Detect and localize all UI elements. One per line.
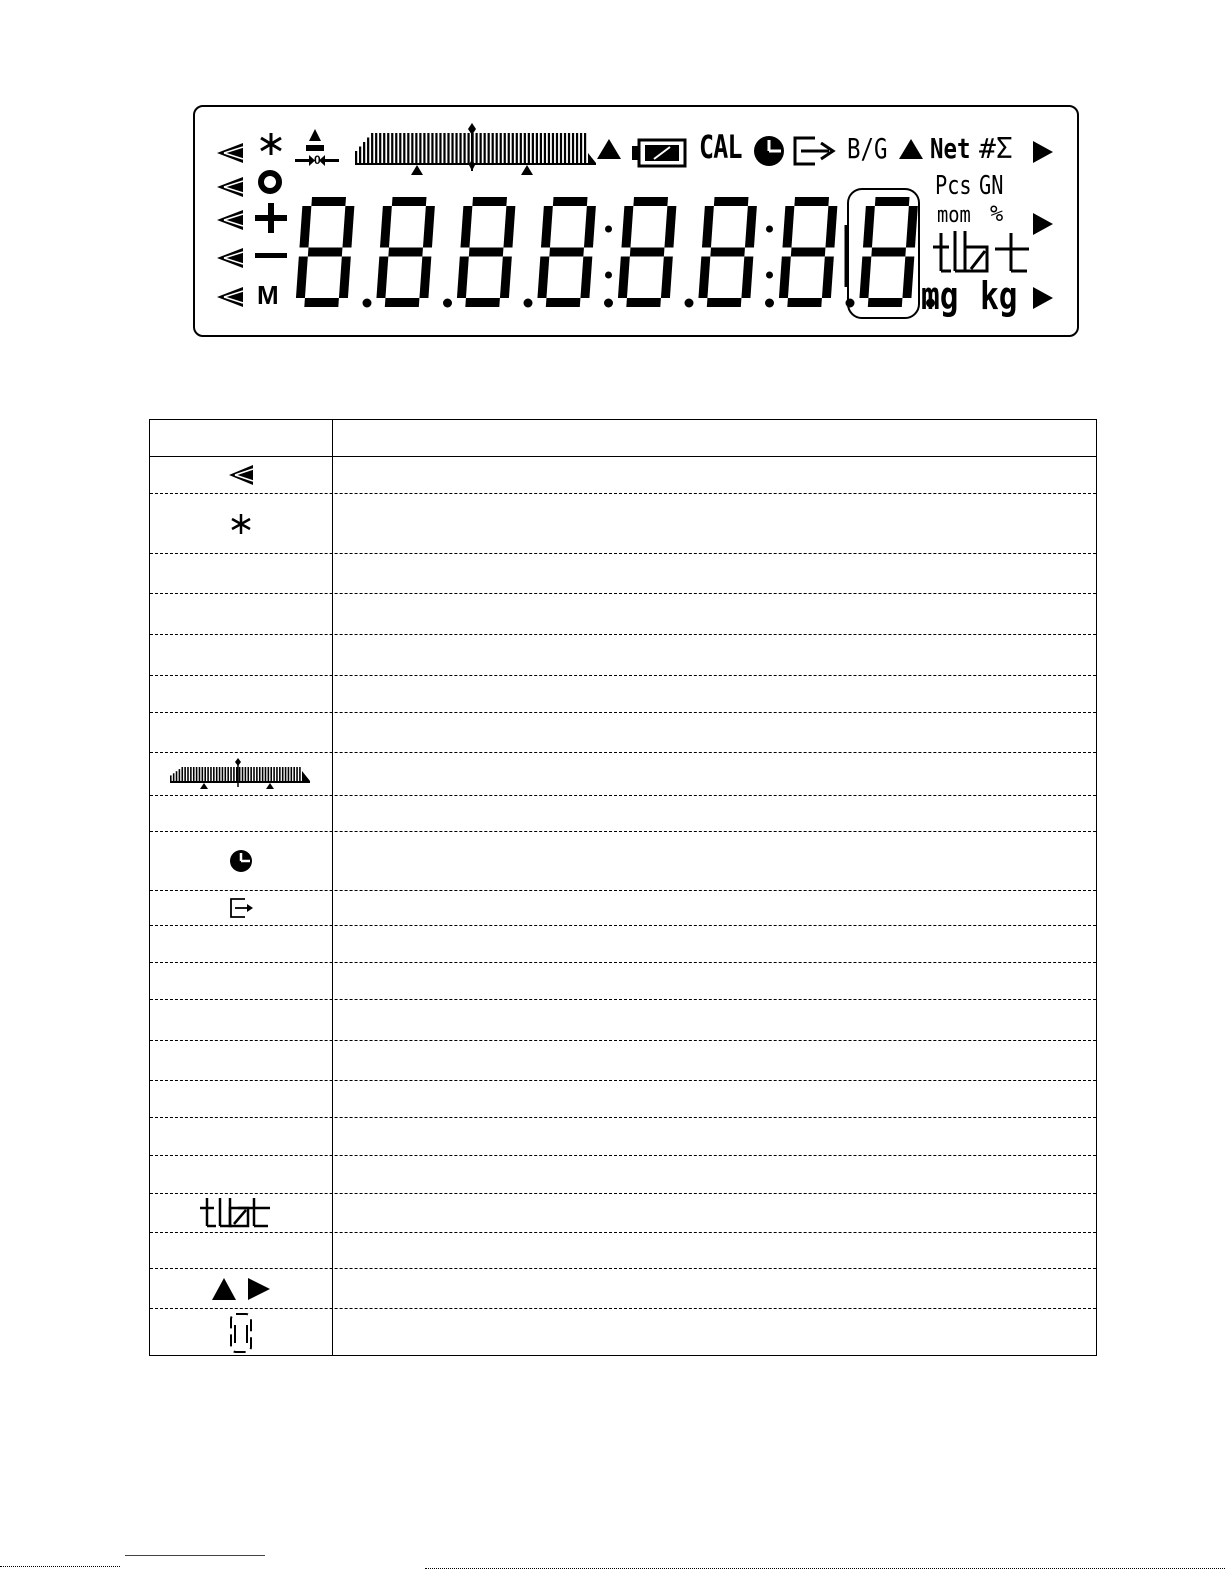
- stability-indicator-icons: [217, 143, 243, 307]
- clock-icon: [754, 136, 784, 166]
- net-label: Net: [930, 132, 971, 165]
- legend-symbol-cell: [150, 1041, 332, 1080]
- legend-description-cell: [340, 635, 1088, 675]
- legend-description-cell: [340, 926, 1088, 962]
- percent-unit-label: %: [990, 202, 1004, 227]
- header-symbol-cell: [150, 420, 332, 456]
- legend-row: [150, 795, 1096, 831]
- stability-indicator-icon: [217, 248, 243, 268]
- footer-fragment: [0, 1566, 120, 1567]
- legend-row: [150, 456, 1096, 493]
- legend-row: [150, 925, 1096, 962]
- legend-row: [150, 962, 1096, 999]
- digit-8: [859, 197, 919, 307]
- capacity-bar-graph-icon: [355, 123, 596, 175]
- arrow-indicators-icon: [206, 1274, 276, 1304]
- legend-symbol-cell: [150, 457, 332, 493]
- legend-symbol-cell: [150, 1233, 332, 1268]
- legend-description-cell: [340, 891, 1088, 925]
- digit-4: [537, 197, 597, 307]
- clock-icon: [228, 848, 254, 874]
- plus-icon: [255, 203, 287, 233]
- rounded-digit-frame-icon: [226, 1311, 256, 1355]
- legend-symbol-cell: [150, 554, 332, 593]
- arrow-right-bottom-icon: [1033, 287, 1053, 309]
- legend-symbol-cell: [150, 1000, 332, 1040]
- legend-row: [150, 1232, 1096, 1268]
- zero-mark-label: 0: [314, 153, 321, 167]
- legend-row: [150, 493, 1096, 553]
- footer-rule: [425, 1568, 1225, 1569]
- circle-icon: [261, 173, 279, 191]
- legend-description-cell: [340, 1000, 1088, 1040]
- triangle-net-icon: [899, 139, 923, 159]
- legend-symbol-cell: [150, 1269, 332, 1308]
- legend-description-cell: [340, 1081, 1088, 1117]
- hash-sigma-label: #Σ: [979, 132, 1013, 165]
- mom-unit-label: mom: [937, 203, 971, 228]
- legend-symbol-cell: [150, 635, 332, 675]
- digit-7: [778, 197, 838, 307]
- arrow-right-top-icon: [1033, 141, 1053, 163]
- legend-symbol-cell: [150, 891, 332, 925]
- kg-unit-label: kg: [980, 274, 1018, 318]
- stability-indicator-icon: [217, 143, 243, 163]
- legend-row: [150, 553, 1096, 593]
- legend-symbol-cell: [150, 832, 332, 890]
- pcs-unit-label: Pcs: [935, 171, 972, 201]
- legend-row: [150, 712, 1096, 752]
- legend-symbol-cell: [150, 753, 332, 795]
- legend-description-cell: [340, 1194, 1088, 1232]
- legend-row: [150, 675, 1096, 712]
- legend-symbol-cell: [150, 796, 332, 831]
- legend-row: [150, 1117, 1096, 1155]
- legend-description-cell: [340, 554, 1088, 593]
- digit-1: [295, 197, 355, 307]
- digit-5: [617, 197, 677, 307]
- legend-row: [150, 634, 1096, 675]
- bg-label: B/G: [847, 132, 888, 165]
- footer-link-underline: [125, 1555, 265, 1556]
- memory-label: M: [257, 280, 279, 310]
- gn-unit-label: GN: [979, 171, 1004, 201]
- legend-description-cell: [340, 796, 1088, 831]
- legend-symbol-cell: [150, 1156, 332, 1193]
- seven-segment-display: [295, 197, 935, 308]
- legend-symbol-cell: [150, 594, 332, 634]
- legend-description-cell: [340, 753, 1088, 795]
- legend-symbol-cell: [150, 963, 332, 999]
- legend-description-cell: [340, 494, 1088, 553]
- cal-label: CAL: [699, 128, 742, 166]
- data-output-icon: [227, 896, 255, 920]
- legend-symbol-cell: [150, 1309, 332, 1357]
- legend-header-row: [150, 420, 1096, 456]
- legend-description-cell: [340, 594, 1088, 634]
- legend-description-cell: [340, 1118, 1088, 1155]
- legend-symbol-cell: [150, 1194, 332, 1232]
- legend-row: [150, 890, 1096, 925]
- legend-row: [150, 1268, 1096, 1308]
- legend-description-cell: [340, 676, 1088, 712]
- legend-table: [149, 419, 1097, 1356]
- lcd-panel: [193, 105, 1079, 337]
- legend-symbol-cell: [150, 713, 332, 752]
- arrow-right-mid-icon: [1033, 213, 1053, 235]
- segment-unit-icon: [933, 231, 1029, 271]
- legend-row: [150, 1308, 1096, 1357]
- header-description-cell: [340, 420, 1088, 456]
- stability-indicator-icon: [217, 210, 243, 230]
- segment-unit-icon: [198, 1196, 284, 1230]
- asterisk-icon: [261, 133, 281, 155]
- stability-indicator-icon: [217, 287, 243, 307]
- minus-icon: [255, 253, 287, 258]
- capacity-bar-graph-icon: [166, 757, 316, 791]
- legend-description-cell: [340, 1269, 1088, 1308]
- legend-description-cell: [340, 1041, 1088, 1080]
- legend-description-cell: [340, 457, 1088, 493]
- legend-row: [150, 1155, 1096, 1193]
- asterisk-icon: [229, 512, 253, 536]
- legend-symbol-cell: [150, 1081, 332, 1117]
- legend-symbol-cell: [150, 494, 332, 553]
- legend-row: [150, 752, 1096, 795]
- digit-3: [456, 197, 516, 307]
- legend-description-cell: [340, 1309, 1088, 1357]
- stability-indicator-icon: [217, 177, 243, 197]
- legend-row: [150, 1040, 1096, 1080]
- legend-symbol-cell: [150, 676, 332, 712]
- legend-description-cell: [340, 963, 1088, 999]
- digit-2: [376, 197, 436, 307]
- legend-row: [150, 1193, 1096, 1232]
- legend-symbol-cell: [150, 926, 332, 962]
- data-output-icon: [795, 138, 833, 164]
- legend-description-cell: [340, 713, 1088, 752]
- battery-icon: [632, 140, 685, 166]
- legend-description-cell: [340, 832, 1088, 890]
- legend-row: [150, 831, 1096, 890]
- legend-row: [150, 593, 1096, 634]
- legend-row: [150, 1080, 1096, 1117]
- stability-indicator-icon: [226, 460, 256, 490]
- mg-unit-label: mg: [921, 274, 959, 318]
- digit-6: [698, 197, 758, 307]
- legend-symbol-cell: [150, 1118, 332, 1155]
- legend-description-cell: [340, 1233, 1088, 1268]
- legend-row: [150, 999, 1096, 1040]
- triangle-indicator-icon: [597, 139, 621, 159]
- legend-description-cell: [340, 1156, 1088, 1193]
